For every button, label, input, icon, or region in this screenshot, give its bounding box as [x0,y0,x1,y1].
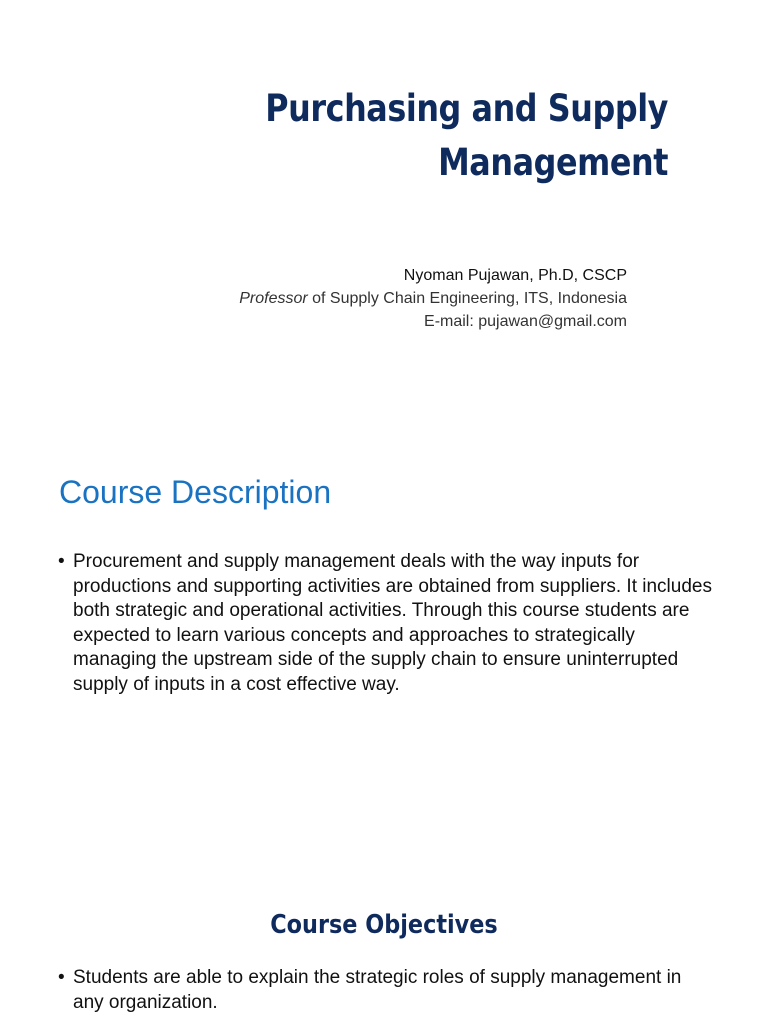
course-objectives-heading: Course Objectives [270,910,498,940]
author-affiliation-text: of Supply Chain Engineering, ITS, Indonesia [307,290,627,307]
author-block [67,264,627,333]
slide-title [152,82,668,190]
course-objectives-list [58,966,714,1015]
course-description-list [58,550,714,697]
author-name: Nyoman Pujawan, Ph.D, CSCP [403,267,627,284]
slide-title-line-2: Management [438,141,668,184]
author-affiliation [67,287,627,310]
course-description-heading: Course Description [59,474,332,510]
slide-title-line-1: Purchasing and Supply [265,87,668,130]
author-email: E-mail: pujawan@gmail.com [424,313,627,330]
course-description-bullet: • Procurement and supply management deals with the way inputs for productions and supporting activities are obtained from suppliers. It includes both strategic and operational activities. Through this course students are expected to learn various concepts and approaches to strategically managing the upstream side of the supply chain to ensure uninterrupted supply of inputs in a cost effective way. [58,550,714,697]
course-objective-bullet: • Students are able to explain the strategic roles of supply management in any organization. [58,966,714,1015]
author-role: Professor [239,290,308,307]
